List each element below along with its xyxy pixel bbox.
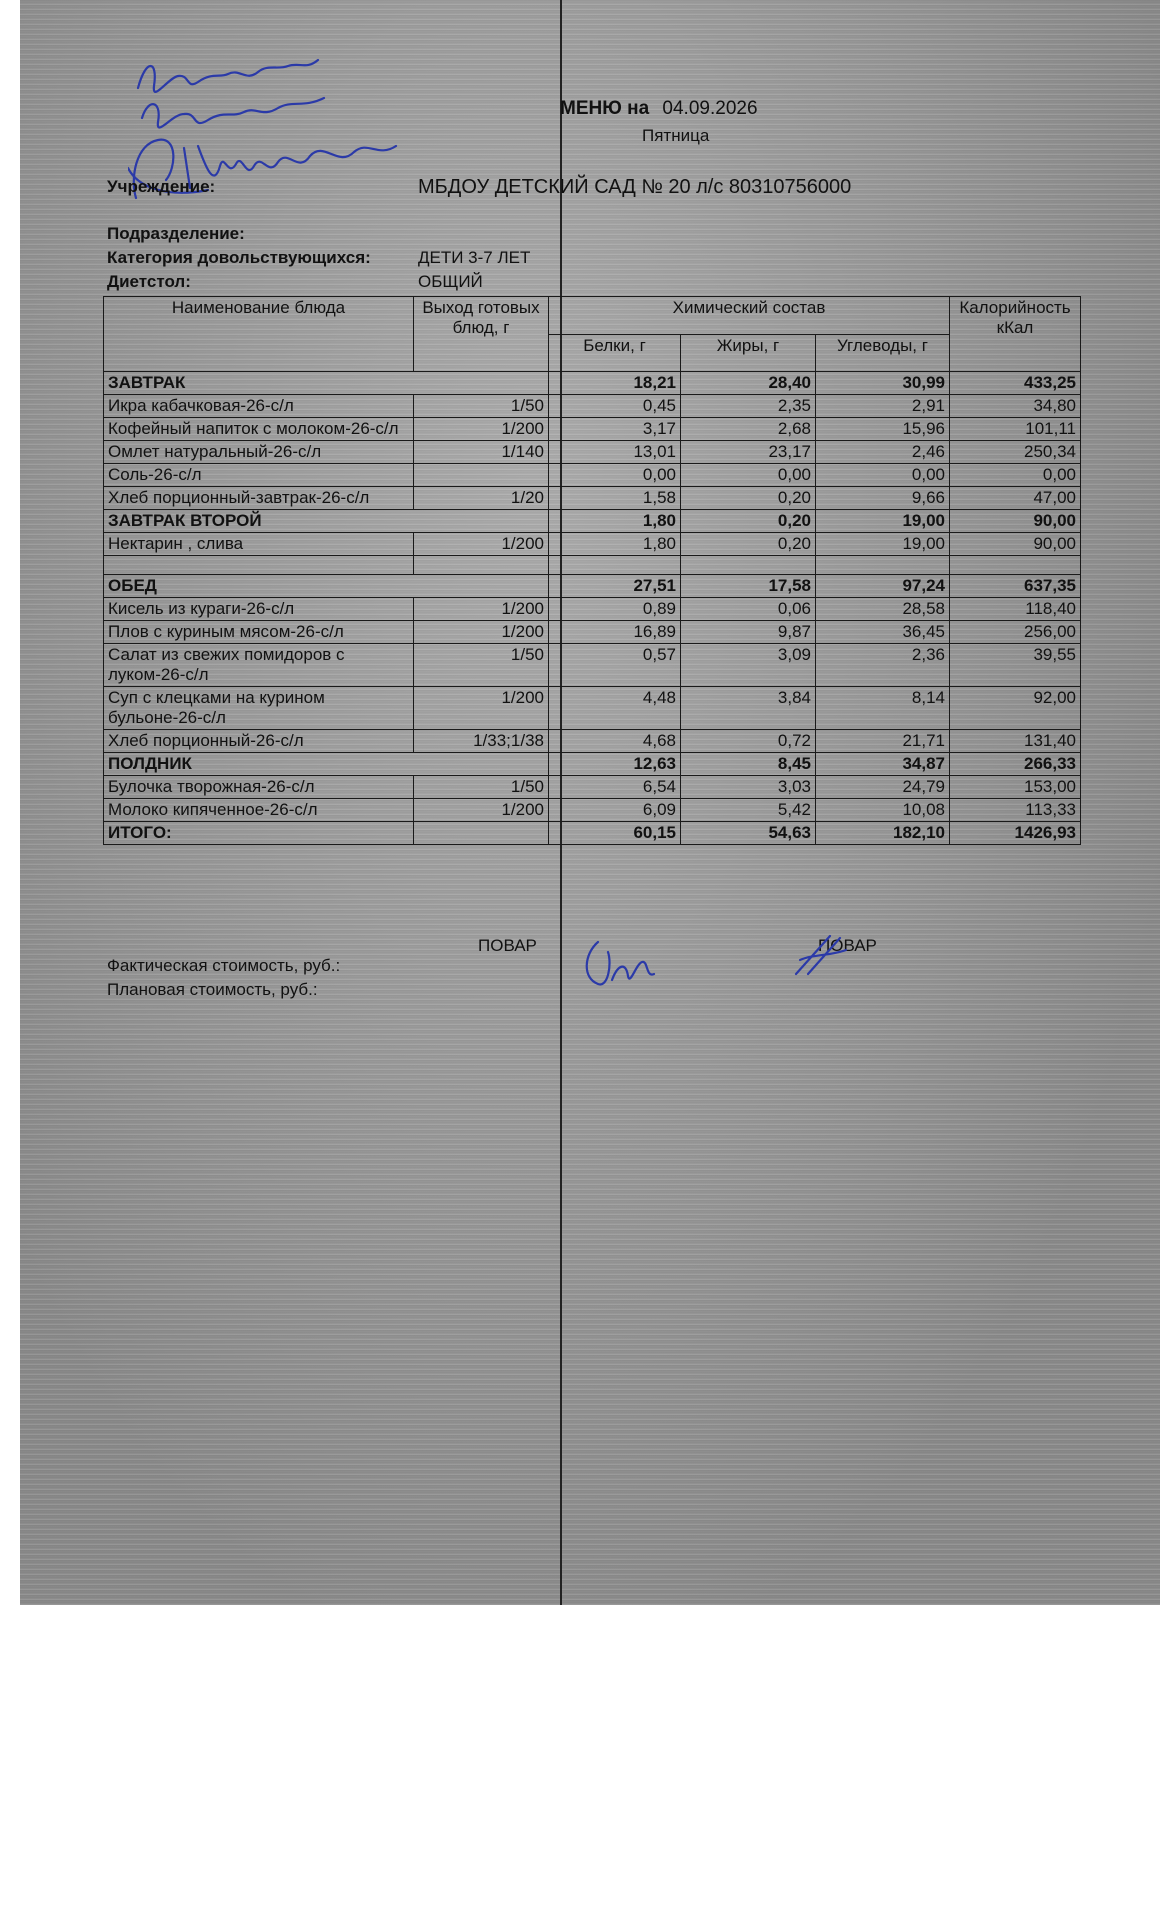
dish-row — [104, 644, 1081, 687]
dish-name: Булочка творожная-26-с/л — [104, 776, 414, 799]
menu-label: МЕНЮ на — [560, 98, 650, 119]
dish-fat: 2,35 — [681, 395, 816, 418]
dish-carbs: 2,91 — [816, 395, 950, 418]
dish-name: Нектарин , слива — [104, 533, 414, 556]
institution-value: МБДОУ ДЕТСКИЙ САД № 20 л/с 80310756000 — [418, 176, 852, 198]
section-row — [104, 753, 1081, 776]
dish-protein: 6,54 — [549, 776, 681, 799]
menu-table — [103, 296, 1081, 845]
section-total-protein: 27,51 — [549, 575, 681, 598]
spacer-cell — [816, 556, 950, 575]
dish-yield: 1/50 — [414, 395, 549, 418]
dish-yield: 1/20 — [414, 487, 549, 510]
diet-label: Диетстол: — [107, 272, 191, 291]
dish-kcal: 118,40 — [950, 598, 1081, 621]
dish-row — [104, 776, 1081, 799]
section-yield-empty — [414, 510, 549, 533]
header-yield: Выход готовых блюд, г — [414, 297, 549, 372]
dish-carbs: 9,66 — [816, 487, 950, 510]
dish-protein: 0,45 — [549, 395, 681, 418]
dish-carbs: 0,00 — [816, 464, 950, 487]
menu-date: 04.09.2026 — [662, 98, 758, 119]
dish-row — [104, 621, 1081, 644]
section-row — [104, 575, 1081, 598]
section-title: ЗАВТРАК ВТОРОЙ — [104, 510, 414, 533]
dish-carbs: 8,14 — [816, 687, 950, 730]
section-total-kcal: 637,35 — [950, 575, 1081, 598]
cook-label-2: ПОВАР — [818, 936, 877, 955]
header-fat: Жиры, г — [681, 334, 816, 372]
dish-row — [104, 799, 1081, 822]
section-total-fat: 17,58 — [681, 575, 816, 598]
section-total-fat: 0,20 — [681, 510, 816, 533]
section-total-protein: 18,21 — [549, 372, 681, 395]
dish-name: Молоко кипяченное-26-с/л — [104, 799, 414, 822]
dish-protein: 0,57 — [549, 644, 681, 687]
institution-label: Учреждение: — [107, 177, 216, 196]
section-title: ЗАВТРАК — [104, 372, 414, 395]
dish-fat: 5,42 — [681, 799, 816, 822]
section-total-kcal: 433,25 — [950, 372, 1081, 395]
dish-name: Икра кабачковая-26-с/л — [104, 395, 414, 418]
dish-name: Хлеб порционный-завтрак-26-с/л — [104, 487, 414, 510]
dish-fat: 2,68 — [681, 418, 816, 441]
dish-kcal: 90,00 — [950, 533, 1081, 556]
dish-row — [104, 687, 1081, 730]
dish-protein: 0,89 — [549, 598, 681, 621]
dish-row — [104, 418, 1081, 441]
dish-name: Кофейный напиток с молоком-26-с/л — [104, 418, 414, 441]
dish-carbs: 10,08 — [816, 799, 950, 822]
dish-name: Салат из свежих помидоров с луком-26-с/л — [104, 644, 414, 687]
actual-cost-label: Фактическая стоимость, руб.: — [107, 956, 341, 975]
dish-carbs: 28,58 — [816, 598, 950, 621]
diet-value: ОБЩИЙ — [418, 272, 483, 291]
spacer-cell — [950, 556, 1081, 575]
dish-fat: 0,20 — [681, 487, 816, 510]
category-value: ДЕТИ 3-7 ЛЕТ — [418, 248, 531, 267]
section-total-carbs: 34,87 — [816, 753, 950, 776]
dish-row — [104, 441, 1081, 464]
dish-carbs: 21,71 — [816, 730, 950, 753]
section-total-kcal: 90,00 — [950, 510, 1081, 533]
dish-kcal: 256,00 — [950, 621, 1081, 644]
dish-yield: 1/140 — [414, 441, 549, 464]
dish-name: Кисель из кураги-26-с/л — [104, 598, 414, 621]
category-label: Категория довольствующихся: — [107, 248, 371, 267]
dish-fat: 3,03 — [681, 776, 816, 799]
total-protein: 60,15 — [549, 822, 681, 845]
dish-name: Омлет натуральный-26-с/л — [104, 441, 414, 464]
dish-kcal: 0,00 — [950, 464, 1081, 487]
total-label: ИТОГО: — [104, 822, 414, 845]
section-total-fat: 8,45 — [681, 753, 816, 776]
dish-name: Хлеб порционный-26-с/л — [104, 730, 414, 753]
section-total-carbs: 30,99 — [816, 372, 950, 395]
section-total-carbs: 19,00 — [816, 510, 950, 533]
dish-yield: 1/200 — [414, 418, 549, 441]
dish-carbs: 2,46 — [816, 441, 950, 464]
subdivision-label: Подразделение: — [107, 224, 245, 243]
spacer-cell — [104, 556, 414, 575]
section-row — [104, 510, 1081, 533]
section-total-kcal: 266,33 — [950, 753, 1081, 776]
dish-yield: 1/33;1/38 — [414, 730, 549, 753]
dish-yield: 1/200 — [414, 598, 549, 621]
dish-yield: 1/50 — [414, 776, 549, 799]
section-total-protein: 12,63 — [549, 753, 681, 776]
dish-kcal: 47,00 — [950, 487, 1081, 510]
dish-yield: 1/200 — [414, 687, 549, 730]
section-yield-empty — [414, 575, 549, 598]
dish-name: Плов с куриным мясом-26-с/л — [104, 621, 414, 644]
header-calories: Калорийность кКал — [950, 297, 1081, 372]
dish-row — [104, 730, 1081, 753]
header-chemical-composition: Химический состав — [549, 297, 950, 335]
dish-row — [104, 533, 1081, 556]
dish-kcal: 92,00 — [950, 687, 1081, 730]
dish-fat: 0,00 — [681, 464, 816, 487]
dish-row — [104, 464, 1081, 487]
dish-protein: 4,68 — [549, 730, 681, 753]
dish-protein: 1,80 — [549, 533, 681, 556]
dish-fat: 0,20 — [681, 533, 816, 556]
section-title: ОБЕД — [104, 575, 414, 598]
dish-kcal: 39,55 — [950, 644, 1081, 687]
section-yield-empty — [414, 372, 549, 395]
dish-kcal: 101,11 — [950, 418, 1081, 441]
dish-kcal: 250,34 — [950, 441, 1081, 464]
dish-protein: 1,58 — [549, 487, 681, 510]
dish-yield: 1/200 — [414, 621, 549, 644]
dish-fat: 0,72 — [681, 730, 816, 753]
dish-fat: 3,09 — [681, 644, 816, 687]
dish-name: Соль-26-с/л — [104, 464, 414, 487]
dish-kcal: 34,80 — [950, 395, 1081, 418]
section-total-fat: 28,40 — [681, 372, 816, 395]
menu-table-body — [104, 372, 1081, 845]
dish-protein: 3,17 — [549, 418, 681, 441]
spacer-cell — [549, 556, 681, 575]
dish-yield: 1/200 — [414, 533, 549, 556]
cook-signature-2 — [790, 930, 860, 980]
dish-fat: 23,17 — [681, 441, 816, 464]
dish-protein: 4,48 — [549, 687, 681, 730]
dish-protein: 16,89 — [549, 621, 681, 644]
dish-row — [104, 487, 1081, 510]
dish-kcal: 131,40 — [950, 730, 1081, 753]
dish-protein: 0,00 — [549, 464, 681, 487]
spacer-cell — [414, 556, 549, 575]
dish-yield: 1/50 — [414, 644, 549, 687]
total-carbs: 182,10 — [816, 822, 950, 845]
header-dish-name: Наименование блюда — [104, 297, 414, 372]
dish-kcal: 153,00 — [950, 776, 1081, 799]
dish-carbs: 2,36 — [816, 644, 950, 687]
total-row — [104, 822, 1081, 845]
dish-yield: 1/200 — [414, 799, 549, 822]
total-kcal: 1426,93 — [950, 822, 1081, 845]
dish-fat: 0,06 — [681, 598, 816, 621]
section-total-protein: 1,80 — [549, 510, 681, 533]
weekday: Пятница — [642, 126, 710, 145]
section-total-carbs: 97,24 — [816, 575, 950, 598]
section-title: ПОЛДНИК — [104, 753, 414, 776]
dish-protein: 13,01 — [549, 441, 681, 464]
menu-title — [560, 98, 758, 120]
dish-yield — [414, 464, 549, 487]
dish-name: Суп с клецками на курином бульоне-26-с/л — [104, 687, 414, 730]
spacer-row — [104, 556, 1081, 575]
dish-fat: 9,87 — [681, 621, 816, 644]
cook-signature-1 — [578, 934, 668, 994]
dish-carbs: 19,00 — [816, 533, 950, 556]
dish-protein: 6,09 — [549, 799, 681, 822]
section-row — [104, 372, 1081, 395]
header-protein: Белки, г — [549, 334, 681, 372]
dish-carbs: 36,45 — [816, 621, 950, 644]
total-fat: 54,63 — [681, 822, 816, 845]
dish-fat: 3,84 — [681, 687, 816, 730]
dish-carbs: 24,79 — [816, 776, 950, 799]
spacer-cell — [681, 556, 816, 575]
dish-carbs: 15,96 — [816, 418, 950, 441]
planned-cost-label: Плановая стоимость, руб.: — [107, 980, 318, 999]
total-yield-empty — [414, 822, 549, 845]
section-yield-empty — [414, 753, 549, 776]
cook-label-1: ПОВАР — [478, 936, 537, 955]
dish-kcal: 113,33 — [950, 799, 1081, 822]
header-carbs: Углеводы, г — [816, 334, 950, 372]
dish-row — [104, 598, 1081, 621]
dish-row — [104, 395, 1081, 418]
